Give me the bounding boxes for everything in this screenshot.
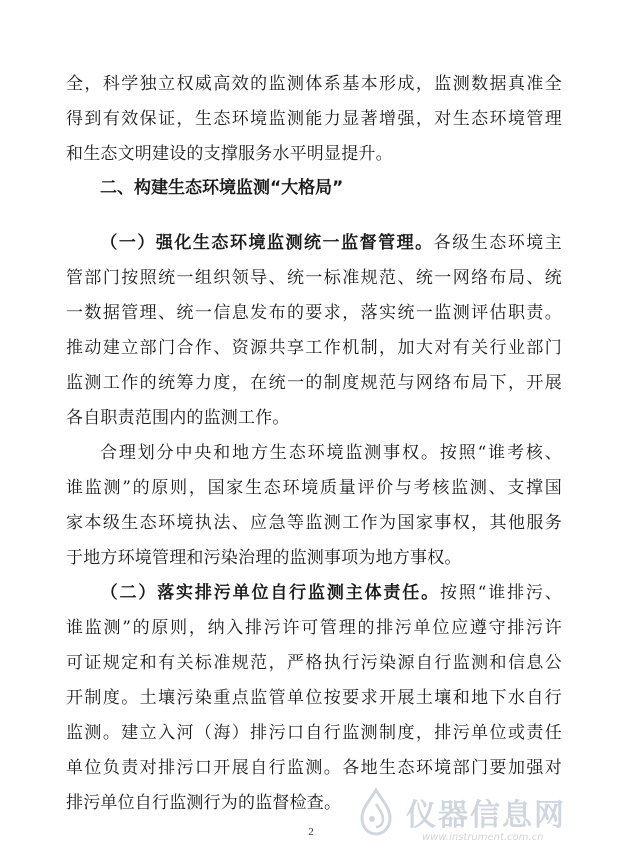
body-text-line: 于地方环境管理和污染治理的监测事项为地方事权。: [66, 548, 462, 568]
watermark-text: 仪器信息网: [406, 798, 566, 833]
body-text-line: 管部门按照统一组织领导、统一标准规范、统一网络布局、统: [66, 268, 562, 288]
subsection-title: （二）落实排污单位自行监测主体责任。: [99, 583, 440, 603]
instrument-logo-icon: [352, 786, 400, 838]
body-text-line: 排污单位自行监测行为的监督检查。: [66, 793, 342, 813]
page-number: 2: [308, 826, 314, 838]
body-text-line: 谁监测”的原则，国家生态环境质量评价与考核监测、支撑国: [66, 478, 562, 498]
body-text: 按照“谁排污、: [440, 583, 563, 603]
subsection-title: （一）强化生态环境监测统一监督管理。: [99, 233, 434, 253]
body-text-line: 单位负责对排污口开展自行监测。各地生态环境部门要加强对: [66, 758, 562, 778]
body-text: 各级生态环境主: [433, 233, 562, 253]
body-text-line: 监测。建立入河（海）排污口自行监测制度，排污单位或责任: [66, 723, 562, 743]
body-text-line: 合理划分中央和地方生态环境监测事权。按照“谁考核、: [100, 443, 562, 463]
watermark-url: www.instrument.com.cn: [422, 832, 544, 843]
body-text-line: 家本级生态环境执法、应急等监测工作为国家事权，其他服务: [66, 513, 562, 533]
body-text-line: 全，科学独立权威高效的监测体系基本形成，监测数据真准全: [66, 74, 562, 94]
body-text-line: 各自职责范围内的监测工作。: [66, 408, 290, 428]
body-text-line: 开制度。土壤污染重点监管单位按要求开展土壤和地下水自行: [66, 688, 562, 708]
body-text-line: 得到有效保证，生态环境监测能力显著增强，对生态环境管理: [66, 109, 562, 129]
body-text-line: 可证规定和有关标准规范，严格执行污染源自行监测和信息公: [66, 653, 562, 673]
subsection-first-line: [66, 229, 562, 257]
section-heading: 二、构建生态环境监测“大格局”: [100, 178, 344, 198]
body-text-line: 谁监测”的原则，纳入排污许可管理的排污单位应遵守排污许: [66, 618, 562, 638]
body-text-line: 一数据管理、统一信息发布的要求，落实统一监测评估职责。: [66, 303, 562, 323]
body-text-line: 推动建立部门合作、资源共享工作机制，加大对有关行业部门: [66, 338, 562, 358]
body-text-line: 和生态文明建设的支撑服务水平明显提升。: [66, 144, 393, 164]
subsection-first-line: [66, 579, 562, 607]
body-text-line: 监测工作的统筹力度，在统一的制度规范与网络布局下，开展: [66, 373, 562, 393]
watermark: [352, 780, 612, 850]
